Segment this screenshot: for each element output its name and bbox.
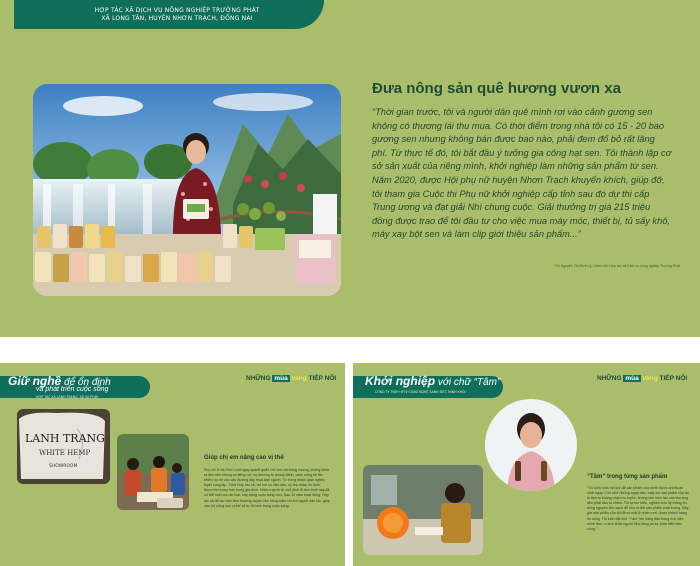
banner-line-1: HỢP TÁC XÃ DỊCH VỤ NÔNG NGHIỆP TRƯỜNG PHÁT [94,6,260,14]
production-illustration [363,465,483,555]
showroom-sign-photo [17,409,110,484]
series-mua: mùa [274,375,288,382]
founder-portrait [485,399,577,491]
hemp-weavers-photo [117,434,189,510]
hemp-cooperative-page [0,363,345,566]
banner-line-2: XÃ LONG TÂN, HUYỆN NHƠN TRẠCH, ĐỒNG NAI [101,14,253,22]
right-title-rest: với chữ “Tâm” [435,377,501,388]
right-title [365,374,500,388]
right-body-text: “Tôi luôn luôn nói lực để sản phẩm của mình được chị thuận nhất ngày. Còn nhớ những ngày đầu, mấy xíu sản phẩm của tôi bị làm ra không nhận ưu tuyên, không làm kinh tạo các chương đều phải đầu tư nhiều. Tôi tự tìm hiểu, nghiên cứu kỹ thông tin, dùng nguyên liệu sạch để cho ra đời sản phẩm chất lượng. Bây giờ sản phẩm của tôi đã có mặt ở nhiều nơi, được khách hàng tin dùng. Tôi luôn đặt chữ “Tâm” lên hàng đầu trong mọi việc mình làm, vì sức khỏe người tiêu dùng và sự phát triển bền vững.” [587,486,689,531]
cooperative-banner [14,0,324,29]
stone-sign-illustration [17,409,110,484]
right-series-logo [597,375,687,382]
left-subtitle: HỢP TÁC XÃ LANH TRANG, XÃ SA PHIN [36,395,98,399]
series-vang: vàng [642,375,658,382]
green-tech-company-page [353,363,700,566]
sign-text-2: WHITE HEMP [39,449,91,457]
series-vang: vàng [291,375,307,382]
article-quote: “Thời gian trước, tôi và người dân quê mình rơi vào cảnh gương sen không có thương lái thu mua. Có thời điểm trong nhà tôi có 15 - 20 bao gương sen nhưng không bán được bao nào, phải đem đổ bỏ rất lãng phí. Từ thực tế đó, tôi bắt đầu ý tưởng gia công hạt sen. Tôi thành lập cơ sở sản xuất của riêng mình, khởi nghiệp làm những sản phẩm từ sen. Năm 2020, được Hội phụ nữ huyện Nhơn Trạch khuyến khích, giúp đỡ, tôi tham gia Cuộc thi Phụ nữ khởi nghiệp cấp tỉnh sau đó dự thi cấp Trung ương và đạt giải Nhì chung cuộc. Giải thưởng trị giá 215 triệu đồng được trao để tôi đầu tư cho việc mua máy móc, thiết bị, tủ sấy khô, máy xay bột sen và làm clip giới thiệu sản phẩm...” [372,107,672,240]
booth-scene-illustration [33,84,341,296]
series-tiep-noi: TIẾP NỐI [659,375,688,382]
product-booth-photo [33,84,341,296]
right-subtitle: CÔNG TY TNHH MTV CÔNG NGHỆ XANH ĐỨC MINH KHÔI [375,390,466,394]
series-tiep-noi: TIẾP NỐI [308,375,337,382]
founder-illustration [485,399,577,491]
photo-caption: Chị Nguyễn Thị Bích Lý, Giám đốc Hợp tác xã Dịch vụ nông nghiệp Trường Phát [554,264,680,268]
article-heading: Đưa nông sản quê hương vươn xa [372,80,621,97]
left-body-text: Phụ nữ ở Sà Phìn cuối ngày quanh quẩn với con cái trong nương, không kiếm ra tiền nên không có tiếng nói, họ thường bị chồng đánh, cuộc sống bế tắc khiến họ rơi vào các đường dây mua bán người. Từ trong muôn gian nghèo tuyệt vọng ấy... Nhờ Hợp tác xã, chị em có việc làm, có thu nhập ổn định, được tôn trọng hơn trong gia đình. Nhiều người từ chỗ phải đi làm thuê nay đã có thể nuôi con ăn học, xây dựng cuộc sống mới. Sau 10 năm hoạt động, Hợp tác xã đã tạo việc làm thường xuyên cho hàng trăm chị em người dân tộc, giúp các chị nâng cao vị thế và tự tin hơn trong cuộc sống. [204,468,330,508]
left-series-logo [246,375,336,382]
series-mua: mùa [625,375,639,382]
series-nhung: NHỮNG [246,375,271,382]
left-title-line2: và phát triển cuộc sống [36,386,109,393]
weavers-illustration [117,434,189,510]
right-section-heading: “Tâm” trong từng sản phẩm [587,474,668,480]
sign-text-3: SHOWROOM [49,464,78,469]
production-photo [363,465,483,555]
left-title-rest: để ổn định [61,377,111,388]
left-title-strong: Giữ nghề [8,374,62,388]
sign-text-1: LANH TRANG [25,432,105,445]
right-title-strong: Khởi nghiệp [365,374,436,388]
left-section-heading: Giúp chị em nâng cao vị thế [204,455,284,461]
series-nhung: NHỮNG [597,375,622,382]
